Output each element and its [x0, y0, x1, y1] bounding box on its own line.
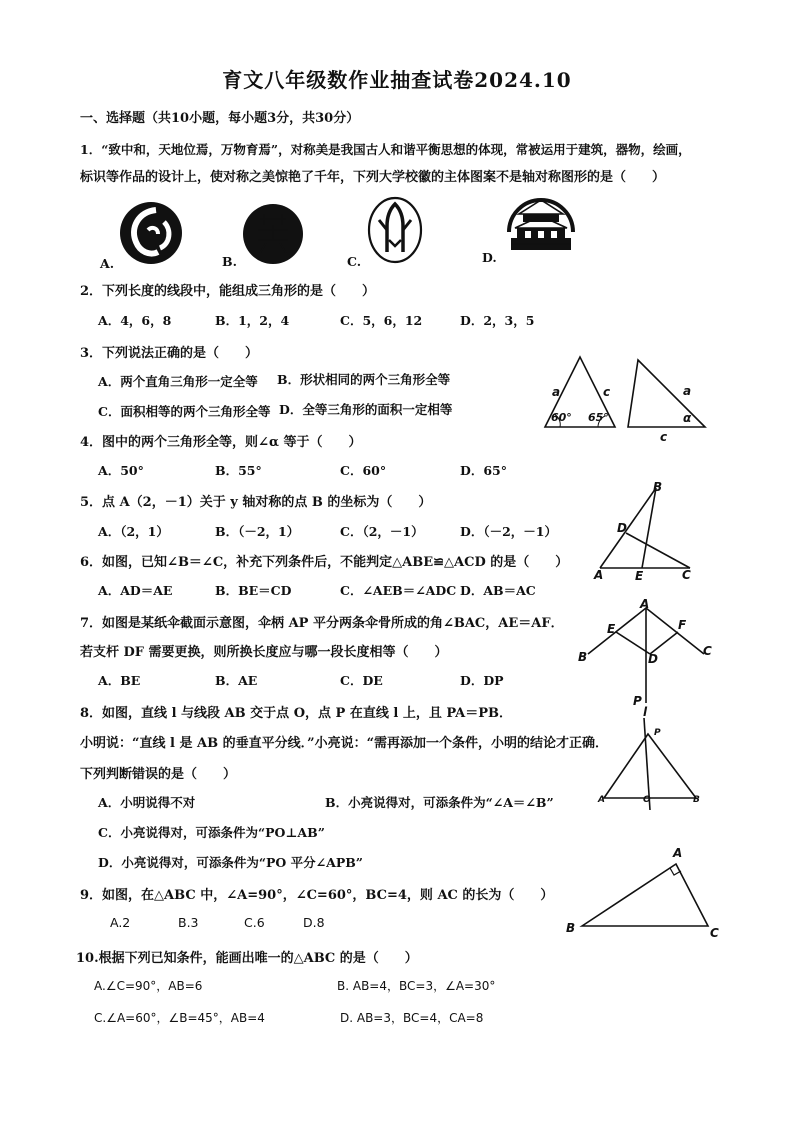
emblem-d-icon: [505, 192, 577, 254]
section-heading: 一、选择题（共10小题，每小题3分，共30分）: [80, 111, 360, 126]
q9-label-c: C: [710, 926, 719, 940]
q3-option-c: C．面积相等的两个三角形全等: [98, 404, 271, 419]
q5-option-a: A．（2，1）: [98, 524, 169, 539]
q9-label-b: B: [566, 921, 576, 935]
page-title: 育文八年级数作业抽查试卷2024.10: [222, 68, 572, 92]
q4-right-label-c: c: [660, 430, 668, 444]
q7-option-b: B．AE: [215, 673, 258, 688]
q8-label-l: l: [643, 705, 648, 719]
q8-label-p: P: [654, 728, 661, 738]
q6-label-c: C: [682, 568, 691, 582]
q6-label-b: B: [653, 480, 663, 494]
q9-label-a: A: [673, 846, 683, 860]
q8-option-b: B．小亮说得对，可添条件为“∠A＝∠B”: [325, 795, 554, 810]
q7-option-a: A．BE: [98, 673, 141, 688]
q4-option-b: B．55°: [215, 463, 262, 478]
q8-label-a: A: [598, 795, 605, 805]
q4-option-c: C．60°: [340, 463, 387, 478]
q1-option-c: C.: [347, 254, 362, 269]
q7-label-b: B: [578, 650, 588, 664]
emblem-c-icon: [367, 196, 423, 264]
q8-label-b: B: [693, 795, 700, 805]
q7-label-d: D: [648, 652, 658, 666]
q6-option-b: B．BE＝CD: [215, 583, 292, 598]
q10-option-a: A.∠C=90°，AB=6: [94, 979, 203, 993]
q4-right-label-alpha: α: [683, 411, 692, 425]
q4-right-label-a: a: [683, 384, 692, 398]
q6-option-c: C．∠AEB＝∠ADC: [340, 583, 457, 598]
q10-option-d: D. AB=3，BC=4，CA=8: [340, 1011, 484, 1025]
q9-stem: 9．如图，在△ABC 中，∠A=90°，∠C=60°，BC=4，则 AC 的长为（ ）: [80, 888, 554, 903]
q4-option-a: A．50°: [98, 463, 144, 478]
q7-option-c: C．DE: [340, 673, 383, 688]
q7-stem-line1: 7．如图是某纸伞截面示意图，伞柄 AP 平分两条伞骨所成的角∠BAC，AE＝AF．: [80, 616, 564, 631]
q7-label-e: E: [607, 622, 616, 636]
q5-option-b: B．（－2，1）: [215, 524, 300, 539]
q6-option-d: D．AB＝AC: [460, 583, 536, 598]
q6-triangle-figure: [590, 478, 700, 578]
q7-option-d: D．DP: [460, 673, 504, 688]
q4-angle-65: 65°: [588, 411, 609, 424]
q9-option-d: D.8: [303, 915, 325, 930]
q4-left-label-a: a: [552, 385, 561, 399]
q10-option-c: C.∠A=60°，∠B=45°，AB=4: [94, 1011, 265, 1025]
q6-label-e: E: [635, 569, 644, 583]
q10-option-b: B. AB=4，BC=3，∠A=30°: [337, 979, 496, 993]
q9-option-a: A.2: [110, 915, 131, 930]
q1-stem-line2: 标识等作品的设计上，使对称之美惊艳了千年，下列大学校徽的主体图案不是轴对称图形的是（ ）: [80, 170, 666, 185]
q1-option-a: A.: [100, 256, 115, 271]
q5-option-c: C．（2，－1）: [340, 524, 424, 539]
q7-label-a: A: [640, 597, 650, 611]
emblem-a-icon: [118, 200, 184, 266]
q8-stem-line1: 8．如图，直线 l 与线段 AB 交于点 O，点 P 在直线 l 上，且 PA＝PB．: [80, 706, 513, 721]
q4-angle-60: 60°: [551, 411, 572, 424]
q8-option-a: A．小明说得不对: [98, 795, 196, 810]
q10-stem: 10.根据下列已知条件，能画出唯一的△ABC 的是（ ）: [76, 951, 418, 966]
q7-label-f: F: [678, 618, 687, 632]
q3-option-b: B．形状相同的两个三角形全等: [277, 372, 451, 387]
q3-option-a: A．两个直角三角形一定全等: [98, 374, 258, 389]
q7-stem-line2: 若支杆 DF 需要更换，则所换长度应与哪一段长度相等（ ）: [80, 645, 448, 660]
q6-label-a: A: [594, 568, 604, 582]
q7-label-p: P: [633, 694, 642, 708]
q9-option-b: B.3: [178, 915, 199, 930]
q2-stem: 2．下列长度的线段中，能组成三角形的是（ ）: [80, 284, 376, 299]
q1-option-b: B.: [222, 254, 237, 269]
q4-option-d: D．65°: [460, 463, 507, 478]
emblem-b-icon: [242, 203, 304, 265]
q9-right-triangle-figure: [574, 856, 724, 936]
q6-label-d: D: [617, 521, 627, 535]
q5-option-d: D．（－2，－1）: [460, 524, 557, 539]
q6-stem: 6．如图，已知∠B＝∠C，补充下列条件后，不能判定△ABE≌△ACD 的是（ ）: [80, 555, 569, 570]
q6-option-a: A．AD＝AE: [98, 583, 173, 598]
q2-option-a: A．4，6，8: [98, 313, 172, 328]
q8-label-o: O: [643, 795, 651, 805]
q9-option-c: C.6: [244, 915, 265, 930]
q1-option-d: D.: [482, 250, 497, 265]
q2-option-c: C．5，6，12: [340, 313, 423, 328]
q5-stem: 5．点 A（2，－1）关于 y 轴对称的点 B 的坐标为（ ）: [80, 495, 432, 510]
q8-stem-line3: 下列判断错误的是（ ）: [80, 767, 237, 782]
q8-perpendicular-figure: [596, 716, 706, 812]
q8-option-d: D．小亮说得对，可添条件为“PO 平分∠APB”: [98, 855, 363, 870]
q4-left-label-c: c: [603, 385, 611, 399]
q8-stem-line2: 小明说：“直线 l 是 AB 的垂直平分线．”小亮说：“需再添加一个条件，小明的结论才正确．: [80, 736, 609, 751]
q4-stem: 4．图中的两个三角形全等，则∠α 等于（ ）: [80, 435, 362, 450]
q2-option-d: D．2，3，5: [460, 313, 535, 328]
q8-option-c: C．小亮说得对，可添条件为“PO⊥AB”: [98, 825, 325, 840]
q2-option-b: B．1，2，4: [215, 313, 290, 328]
q3-option-d: D．全等三角形的面积一定相等: [279, 402, 453, 417]
q7-label-c: C: [703, 644, 712, 658]
q3-stem: 3．下列说法正确的是（ ）: [80, 346, 259, 361]
q1-stem-line1: 1．“致中和，天地位焉，万物育焉”，对称美是我国古人和谐平衡思想的体现，常被运用于建筑，器物，绘画，: [80, 142, 691, 157]
